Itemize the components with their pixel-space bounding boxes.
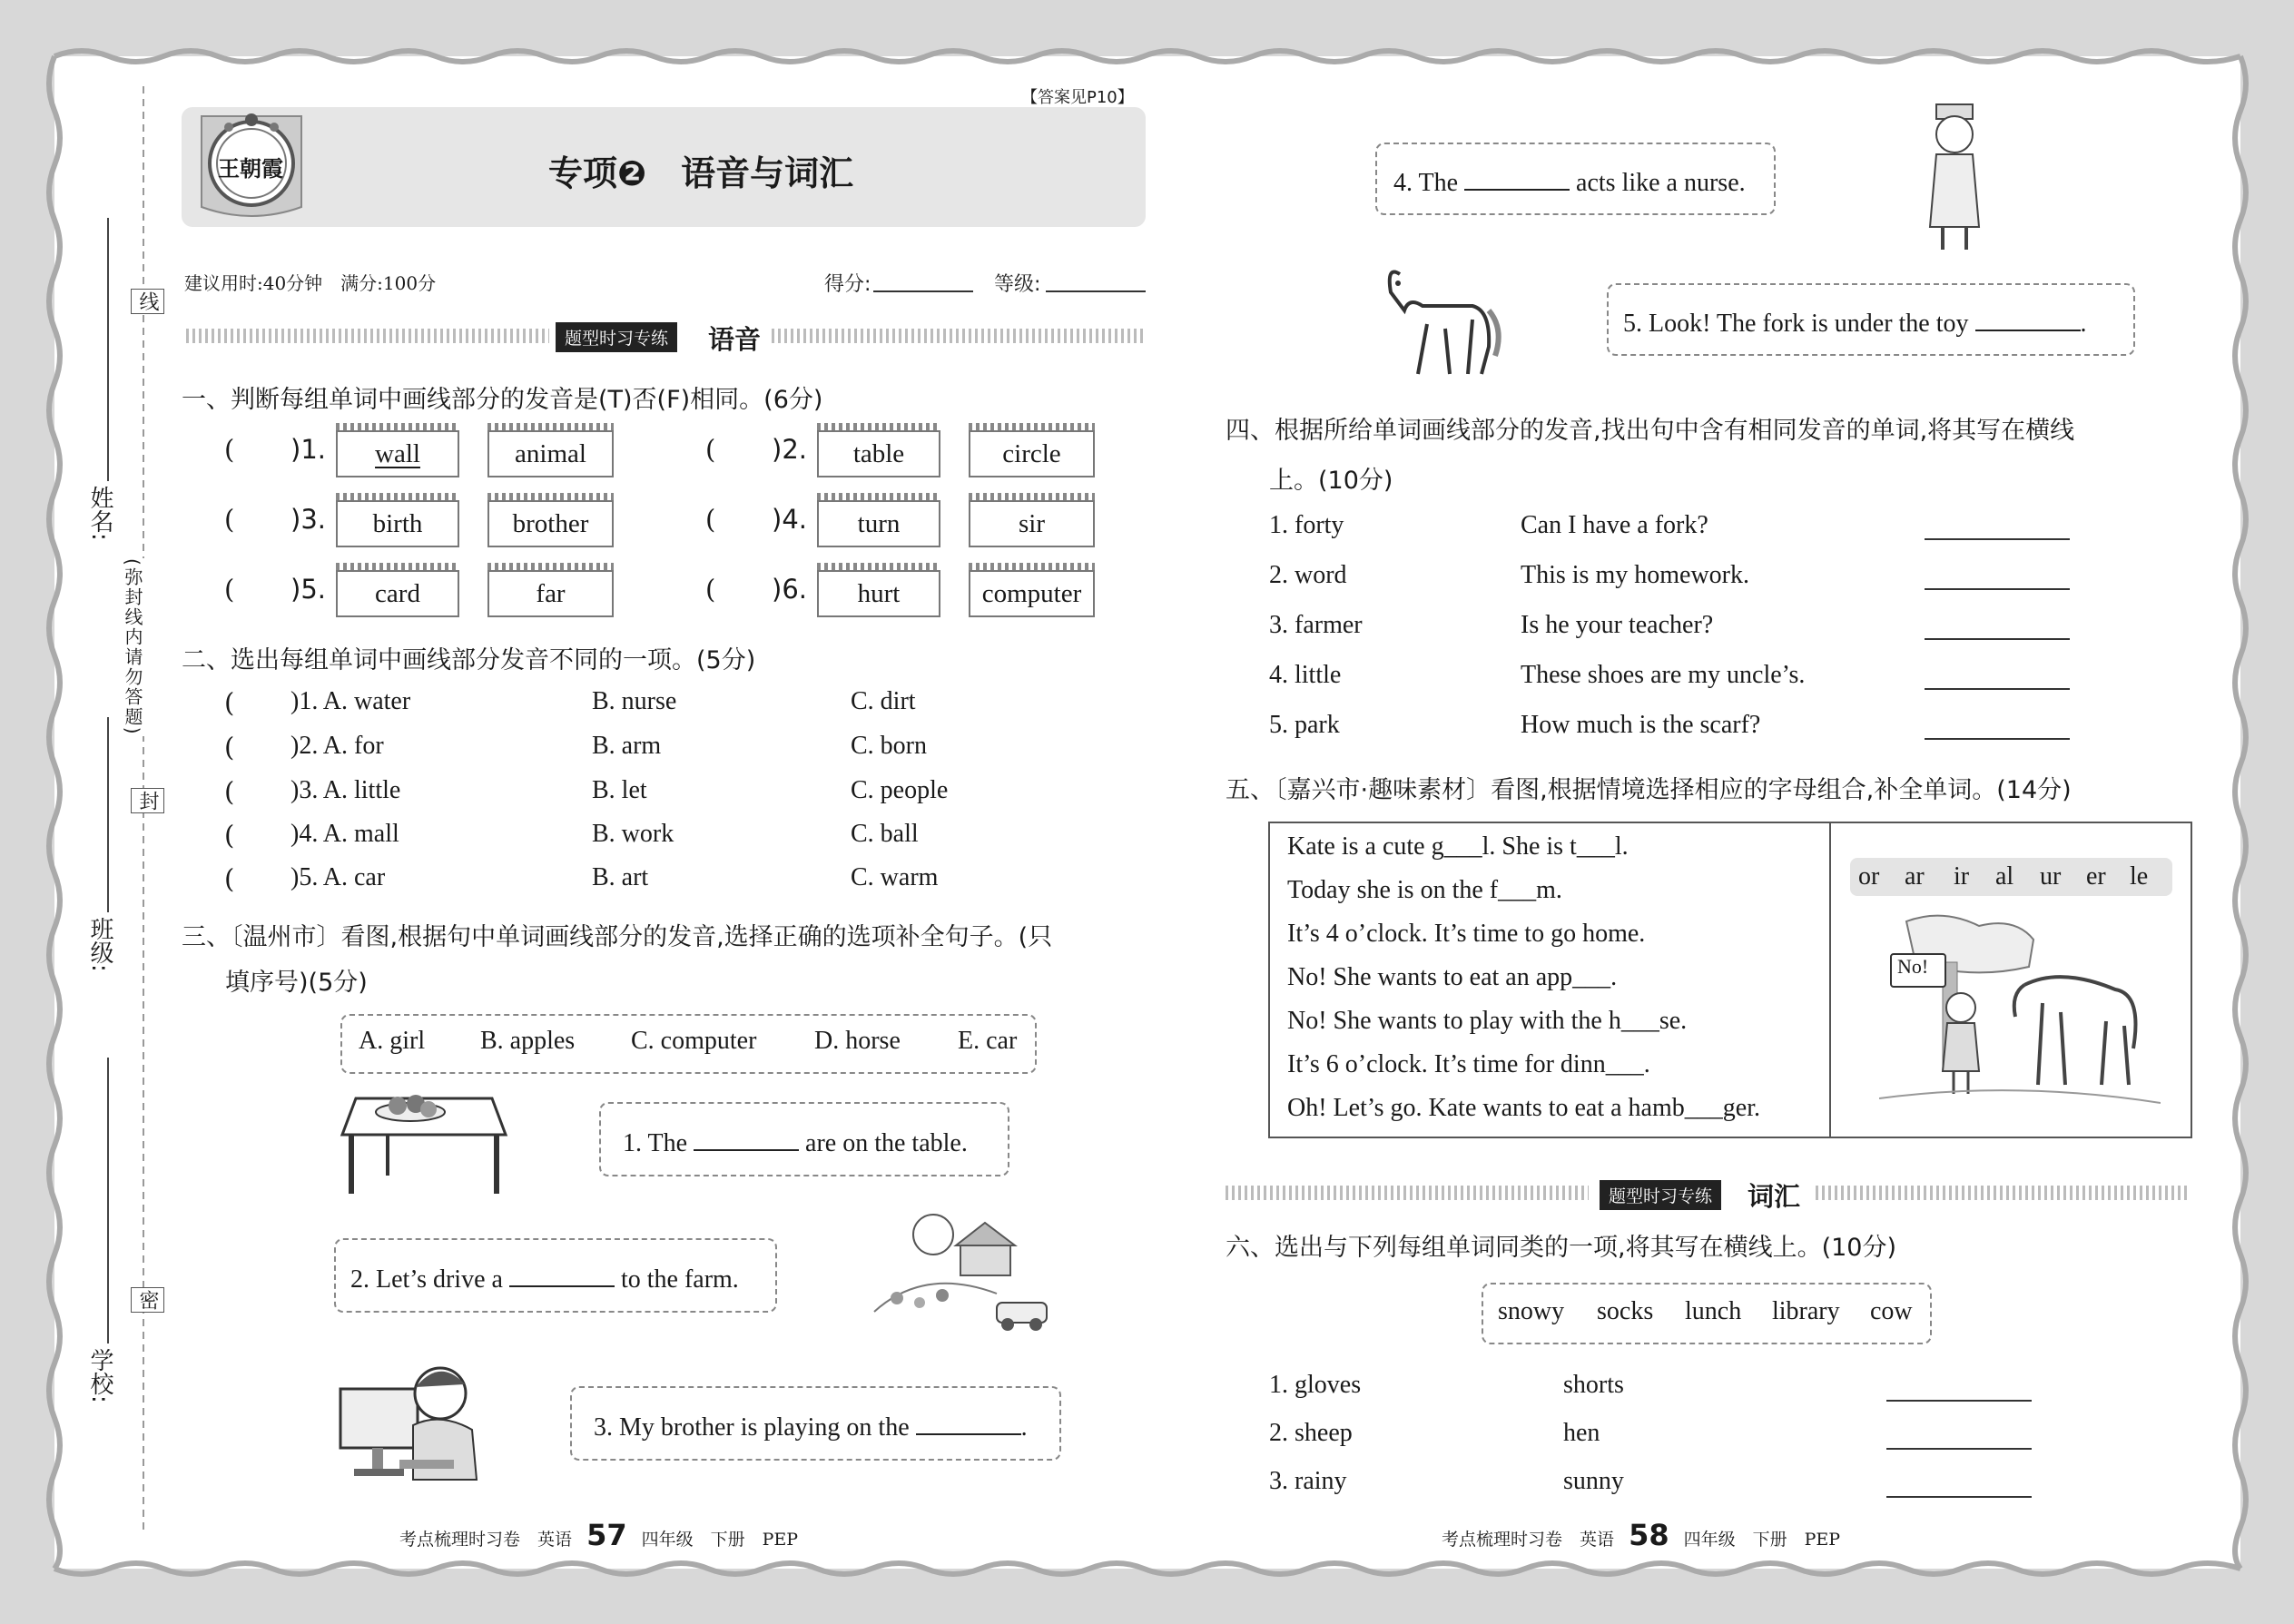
- score-field[interactable]: [873, 290, 973, 292]
- logo-text: 王朝霞: [218, 155, 283, 182]
- q5-letter-er: er: [2086, 862, 2106, 891]
- q6-options-box: [1482, 1283, 1932, 1344]
- q4-item3-word: 3. farmer: [1269, 611, 1363, 639]
- q2-title: 二、选出每组单词中画线部分发音不同的一项。(5分): [182, 646, 756, 674]
- q2-item1-b: B. nurse: [592, 687, 677, 715]
- q2-item4-paren[interactable]: (: [224, 820, 235, 851]
- boy-computer-illustration: [336, 1353, 499, 1498]
- q1-item2-word-a: table: [817, 430, 940, 477]
- page-number-left: 57: [586, 1518, 627, 1552]
- q1-item5-word-b: far: [487, 570, 614, 617]
- q6-item3-word: 3. rainy: [1269, 1467, 1347, 1495]
- q5-letter-le: le: [2130, 862, 2149, 891]
- q4-item3-sentence: Is he your teacher?: [1521, 611, 1714, 639]
- q1-item3-num: )3.: [290, 504, 326, 535]
- q6-title: 六、选出与下列每组单词同类的一项,将其写在横线上。(10分): [1226, 1234, 1897, 1262]
- q4-item3-answer[interactable]: [1925, 638, 2070, 640]
- grade-field[interactable]: [1046, 290, 1146, 292]
- q3-option-e: E. car: [958, 1027, 1018, 1055]
- q4-item5-sentence: How much is the scarf?: [1521, 711, 1761, 739]
- answer-ref: 【答案见P10】: [1021, 88, 1134, 107]
- q1-item1-num: )1.: [290, 434, 326, 465]
- q3-blank5[interactable]: [1975, 304, 2081, 331]
- q1-item3-paren[interactable]: (: [224, 504, 235, 535]
- time-info: 建议用时:40分钟 满分:100分: [184, 272, 437, 294]
- q1-item1-word-b: animal: [487, 430, 614, 477]
- grade-label: 等级:: [994, 273, 1041, 296]
- q1-item1-word-a: wall: [336, 430, 459, 477]
- section-tag-vocab: 题型时习专练: [1600, 1180, 1721, 1210]
- q1-item3-word-a: birth: [336, 500, 459, 547]
- q2-item1-a: )1. A. water: [290, 687, 411, 715]
- line-mark: 线: [131, 289, 164, 314]
- footer-right-pre: 考点梳理时习卷 英语: [1442, 1530, 1615, 1550]
- section-tag-phonics: 题型时习专练: [556, 322, 677, 352]
- q1-item5-num: )5.: [290, 574, 326, 605]
- name-line[interactable]: [107, 218, 109, 481]
- q4-title-line2: 上。(10分): [1269, 467, 1393, 495]
- q6-option-socks: socks: [1597, 1297, 1654, 1325]
- q3-sentence5-box: [1607, 283, 2135, 356]
- q3-sentence2: 2. Let’s drive a to the farm.: [350, 1260, 739, 1294]
- q6-option-library: library: [1772, 1297, 1840, 1325]
- q1-item1-paren[interactable]: (: [224, 434, 235, 465]
- q2-item4-b: B. work: [592, 820, 674, 848]
- q2-item2-paren[interactable]: (: [224, 732, 235, 763]
- q1-item3-word-b: brother: [487, 500, 614, 547]
- q4-item2-sentence: This is my homework.: [1521, 561, 1749, 589]
- name-label: 姓名:: [86, 486, 113, 541]
- school-line[interactable]: [107, 1058, 109, 1343]
- school-label: 学校:: [86, 1348, 113, 1403]
- q4-item1-answer[interactable]: [1925, 538, 2070, 540]
- logo: [192, 107, 310, 227]
- q2-item1-paren[interactable]: (: [224, 687, 235, 718]
- q6-option-snowy: snowy: [1498, 1297, 1565, 1325]
- girl-horse-scene: [1879, 912, 2161, 1117]
- q1-item6-num: )6.: [772, 574, 807, 605]
- section-title-phonics: 语音: [708, 324, 762, 355]
- q2-item5-a: )5. A. car: [290, 863, 386, 891]
- q2-item4-c: C. ball: [851, 820, 919, 848]
- footer-right-post: 四年级 下册 PEP: [1683, 1530, 1841, 1550]
- horse-illustration: [1373, 256, 1504, 383]
- q1-item4-paren[interactable]: (: [705, 504, 716, 535]
- q2-item1-c: C. dirt: [851, 687, 916, 715]
- q4-item2-answer[interactable]: [1925, 588, 2070, 590]
- q5-letter-or: or: [1858, 862, 1880, 891]
- q2-item5-c: C. warm: [851, 863, 939, 891]
- q2-item3-c: C. people: [851, 776, 949, 804]
- section-band-vocab-left: [1226, 1186, 1589, 1200]
- q5-title: 五、〔嘉兴市·趣味素材〕看图,根据情境选择相应的字母组合,补全单词。(14分): [1226, 776, 2072, 804]
- q4-item1-word: 1. forty: [1269, 511, 1344, 539]
- class-line[interactable]: [107, 717, 109, 912]
- q1-title: 一、判断每组单词中画线部分的发音是(T)否(F)相同。(6分): [182, 386, 823, 414]
- page-title: 专项❷ 语音与词汇: [548, 153, 854, 193]
- q2-item3-a: )3. A. little: [290, 776, 401, 804]
- q3-sentence1: 1. The are on the table.: [623, 1124, 968, 1158]
- q1-item6-word-a: hurt: [817, 570, 940, 617]
- q1-item2-word-b: circle: [969, 430, 1095, 477]
- q3-title-line2: 填序号)(5分): [225, 969, 368, 997]
- q1-item2-num: )2.: [772, 434, 807, 465]
- q6-item1-word: 1. gloves: [1269, 1371, 1362, 1399]
- q3-sentence1-box: [599, 1102, 1009, 1176]
- q3-blank2[interactable]: [509, 1260, 615, 1287]
- q5-line4[interactable]: No! She wants to eat an app___.: [1287, 963, 1618, 991]
- q3-sentence2-box: [334, 1238, 777, 1313]
- q5-line2[interactable]: Today she is on the f___m.: [1287, 876, 1562, 904]
- q4-item1-sentence: Can I have a fork?: [1521, 511, 1708, 539]
- q3-blank3[interactable]: [916, 1408, 1021, 1435]
- seal-mark: 封: [131, 788, 164, 813]
- q1-item2-paren[interactable]: (: [705, 434, 716, 465]
- q1-item6-paren[interactable]: (: [705, 574, 716, 605]
- q2-item2-a: )2. A. for: [290, 732, 384, 760]
- section-band-vocab-right: [1816, 1186, 2188, 1200]
- q2-item3-b: B. let: [592, 776, 647, 804]
- q3-sentence4: 4. The acts like a nurse.: [1393, 163, 1746, 198]
- q5-divider: [1829, 822, 1831, 1137]
- q2-item5-b: B. art: [592, 863, 649, 891]
- q4-item4-word: 4. little: [1269, 661, 1342, 689]
- q6-item1-answer[interactable]: [1886, 1400, 2032, 1402]
- secret-mark: 密: [131, 1287, 164, 1313]
- q2-item2-c: C. born: [851, 732, 927, 760]
- q6-item3-answer[interactable]: [1886, 1496, 2032, 1498]
- q1-item4-word-a: turn: [817, 500, 940, 547]
- q5-letter-ur: ur: [2040, 862, 2062, 891]
- q3-options-box: [340, 1014, 1037, 1074]
- q4-item4-sentence: These shoes are my uncle’s.: [1521, 661, 1806, 689]
- score-label: 得分:: [824, 273, 871, 296]
- q3-sentence4-box: [1375, 143, 1776, 215]
- q3-option-a: A. girl: [359, 1027, 426, 1055]
- q6-item2-word: 2. sheep: [1269, 1419, 1353, 1447]
- q5-line1[interactable]: Kate is a cute g___l. She is t___l.: [1287, 832, 1629, 861]
- q1-item5-word-a: card: [336, 570, 459, 617]
- nurse-illustration: [1914, 100, 1995, 254]
- q5-line3: It’s 4 o’clock. It’s time to go home.: [1287, 920, 1646, 948]
- section-band-left: [186, 329, 549, 343]
- farm-car-illustration: [870, 1212, 1060, 1339]
- section-band-right: [772, 329, 1144, 343]
- seal-notice: (弥封线内请勿答题): [120, 558, 146, 736]
- q6-item2-answer[interactable]: [1886, 1448, 2032, 1450]
- footer-left-pre: 考点梳理时习卷 英语: [399, 1530, 573, 1550]
- q2-item3-paren[interactable]: (: [224, 776, 235, 807]
- q4-title-line1: 四、根据所给单词画线部分的发音,找出句中含有相同发音的单词,将其写在横线: [1226, 417, 2075, 445]
- q6-option-lunch: lunch: [1685, 1297, 1742, 1325]
- q5-line7[interactable]: Oh! Let’s go. Kate wants to eat a hamb___ger.: [1287, 1094, 1760, 1122]
- class-label: 班级:: [86, 917, 113, 972]
- footer-left-post: 四年级 下册 PEP: [641, 1530, 799, 1550]
- q2-item5-paren[interactable]: (: [224, 863, 235, 894]
- q6-item1-pair: shorts: [1563, 1371, 1624, 1399]
- q2-item2-b: B. arm: [592, 732, 662, 760]
- page-number-right: 58: [1629, 1518, 1669, 1552]
- q1-item4-num: )4.: [772, 504, 807, 535]
- q3-option-b: B. apples: [480, 1027, 576, 1055]
- table-apples-illustration: [329, 1089, 510, 1198]
- q6-item2-pair: hen: [1563, 1419, 1600, 1447]
- q3-blank4[interactable]: [1464, 163, 1570, 191]
- q3-sentence5: 5. Look! The fork is under the toy .: [1623, 304, 2087, 339]
- q4-item5-answer[interactable]: [1925, 738, 2070, 740]
- q3-option-c: C. computer: [631, 1027, 757, 1055]
- q4-item2-word: 2. word: [1269, 561, 1347, 589]
- q3-sentence3: 3. My brother is playing on the .: [594, 1408, 1028, 1442]
- q3-blank1[interactable]: [694, 1124, 799, 1151]
- q4-item4-answer[interactable]: [1925, 688, 2070, 690]
- q3-option-d: D. horse: [814, 1027, 901, 1055]
- footer-left: [399, 1518, 798, 1552]
- q5-letter-ar: ar: [1905, 862, 1925, 891]
- footer-right: [1442, 1518, 1840, 1552]
- q6-option-cow: cow: [1870, 1297, 1913, 1325]
- q3-sentence3-box: [570, 1386, 1061, 1461]
- q1-item6-word-b: computer: [969, 570, 1095, 617]
- q5-letter-ir: ir: [1954, 862, 1970, 891]
- q5-line5[interactable]: No! She wants to play with the h___se.: [1287, 1007, 1688, 1035]
- speech-bubble-text: No!: [1897, 955, 1929, 978]
- q5-letter-al: al: [1995, 862, 2014, 891]
- q6-item3-pair: sunny: [1563, 1467, 1624, 1495]
- q1-item5-paren[interactable]: (: [224, 574, 235, 605]
- q4-item5-word: 5. park: [1269, 711, 1340, 739]
- q1-item4-word-b: sir: [969, 500, 1095, 547]
- section-title-vocab: 词汇: [1748, 1181, 1801, 1212]
- q3-title-line1: 三、〔温州市〕看图,根据句中单词画线部分的发音,选择正确的选项补全句子。(只: [182, 923, 1053, 951]
- q5-line6[interactable]: It’s 6 o’clock. It’s time for dinn___.: [1287, 1050, 1650, 1078]
- q2-item4-a: )4. A. mall: [290, 820, 399, 848]
